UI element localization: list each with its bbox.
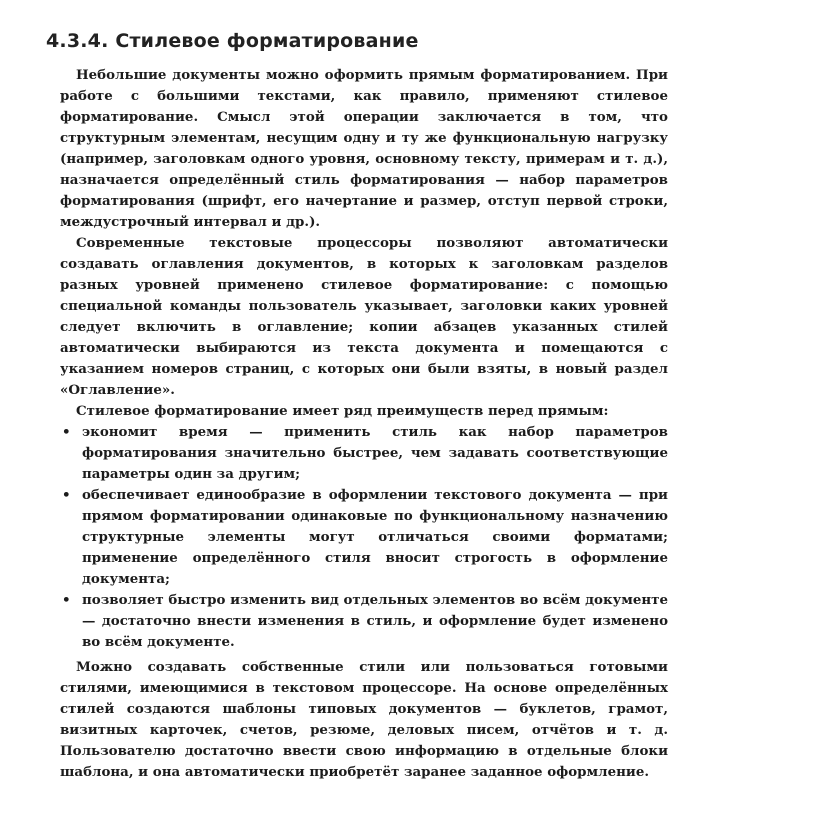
paragraph-1-text-2: . Смысл этой операции заключается в том, что структурным элементам, несущим одну и ту же функциональную нагрузку (например, заголовкам одного уровня, основному тексту, примерам и т. д.), назначается определённый: [60, 109, 668, 188]
bullet-icon: •: [62, 592, 71, 608]
paragraph-1-text-1: Небольшие документы можно оформить прямым форматированием. При работе с большими текстами, как правило, применяют: [60, 67, 668, 104]
section-heading: 4.3.4. Стилевое форматирование: [46, 30, 419, 52]
paragraph-1-text-3: — набор параметров форматирования (шрифт, его начертание и размер, отступ первой строки, междустрочный интервал и др.).: [60, 172, 668, 230]
list-item: [60, 485, 668, 590]
paragraph-1: [60, 65, 668, 233]
bullet-icon: •: [62, 424, 71, 440]
paragraph-3: Стилевое форматирование имеет ряд преимуществ перед прямым:: [76, 403, 609, 419]
paragraph-2: Современные текстовые процессоры позволяют автоматически создавать оглавления документов, в которых к заголовкам разделов разных уровней применено стилевое форматирование: с помощью специальной команды пользователь указывает, заголовки каких уровней следует включить в оглавление; копии абзацев указанных стилей автоматически выбираются из текста документа и помещаются с указанием номеров страниц, с которых они были взяты, в новый раздел «Оглавление».: [60, 235, 668, 398]
list-item-text: экономит время — применить стиль как набор параметров форматирования значительно быстрее, чем задавать соответствующие параметры один за другим;: [82, 424, 668, 482]
document-body: [60, 65, 668, 783]
list-item-text: обеспечивает единообразие в оформлении текстового документа — при прямом форматировании одинаковые по функциональному назначению структурные элементы могут отличаться своими форматами; применение определённого стиля вносит строгость в оформление документа;: [82, 487, 668, 587]
term-style-formatting: стилевое форматирование: [60, 88, 668, 125]
list-item-text: позволяет быстро изменить вид отдельных элементов во всём документе — достаточно внести изменения в стиль, и оформление будет изменено во всём документе.: [82, 592, 668, 650]
advantages-list: [60, 422, 668, 653]
paragraph-4-text-1: Можно создавать собственные стили или пользоваться готовыми стилями, имеющимися в текстовом процессоре. На основе определённых стилей создаются: [60, 659, 668, 717]
list-item: [60, 422, 668, 485]
bullet-icon: •: [62, 487, 71, 503]
list-item: [60, 590, 668, 653]
term-formatting-style: стиль форматирования: [294, 172, 485, 188]
paragraph-4-text-2: типовых документов — буклетов, грамот, визитных карточек, счетов, резюме, деловых писем, отчётов и т. д. Пользователю достаточно ввести свою информацию в отдельные блоки шаблона, и она автоматически приобретёт заранее заданное оформление.: [60, 701, 669, 780]
term-templates: шаблоны: [222, 701, 297, 717]
paragraph-4: [60, 657, 668, 783]
